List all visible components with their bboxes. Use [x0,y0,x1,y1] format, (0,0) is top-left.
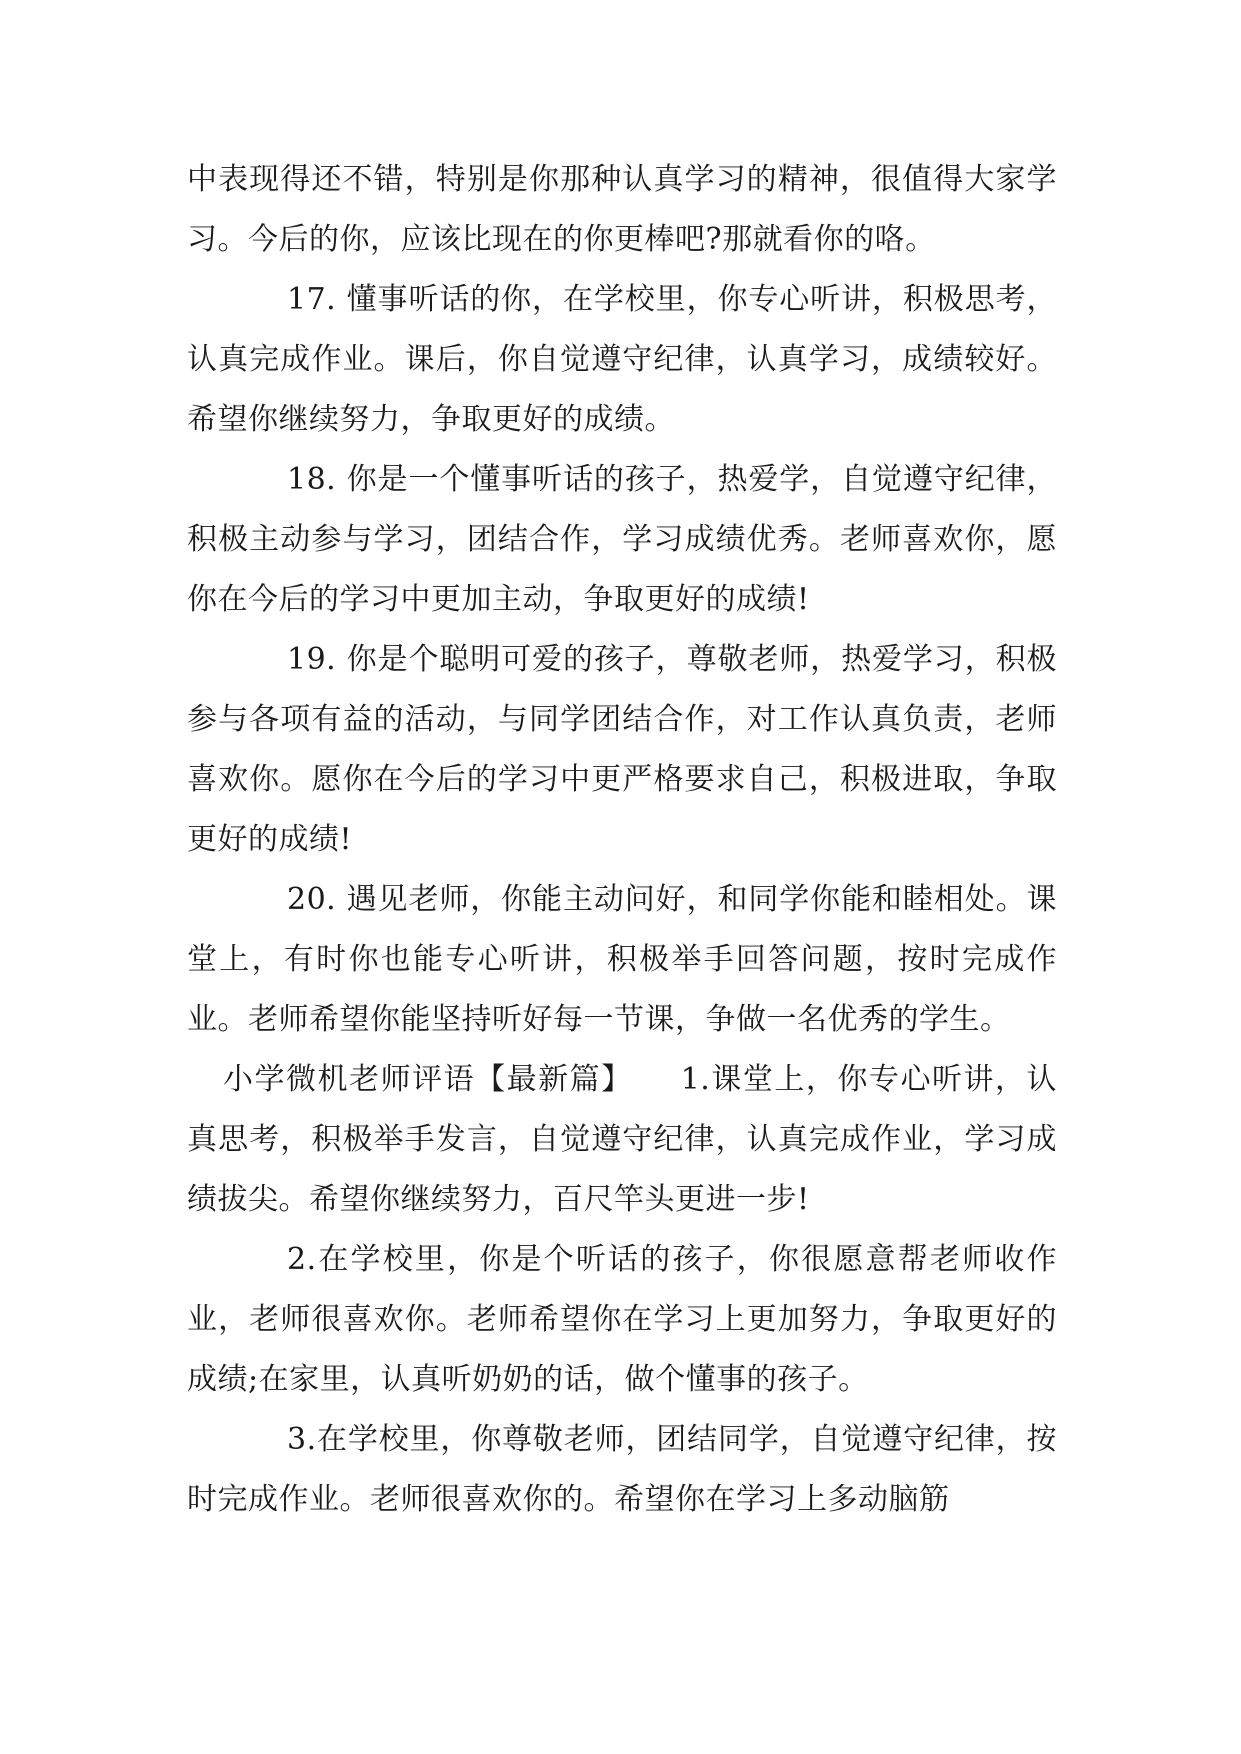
paragraph-3: 3.在学校里，你尊敬老师，团结同学，自觉遵守纪律，按时完成作业。老师很喜欢你的。希望你在学习上多动脑筋 [187,1422,1057,1517]
paragraph-continued: 中表现得还不错，特别是你那种认真学习的精神，很值得大家学习。今后的你，应该比现在的你更棒吧?那就看你的咯。 [187,162,1057,257]
paragraph-20: 20. 遇见老师，你能主动问好，和同学你能和睦相处。课堂上，有时你也能专心听讲，积极举手回答问题，按时完成作业。老师希望你能坚持听好每一节课，争做一名优秀的学生。 [187,882,1057,1037]
paragraph-17: 17. 懂事听话的你，在学校里，你专心听讲，积极思考，认真完成作业。课后，你自觉遵守纪律，认真学习，成绩较好。希望你继续努力，争取更好的成绩。 [187,282,1057,437]
paragraph-18: 18. 你是一个懂事听话的孩子，热爱学，自觉遵守纪律，积极主动参与学习，团结合作，学习成绩优秀。老师喜欢你，愿你在今后的学习中更加主动，争取更好的成绩! [187,462,1057,617]
section-heading-paragraph: 小学微机老师评语【最新篇】 1.课堂上，你专心听讲，认真思考，积极举手发言，自觉遵守纪律，认真完成作业，学习成绩拔尖。希望你继续努力，百尺竿头更进一步! [187,1062,1057,1217]
document-page [187,150,1057,1530]
paragraph-19: 19. 你是个聪明可爱的孩子，尊敬老师，热爱学习，积极参与各项有益的活动，与同学团结合作，对工作认真负责，老师喜欢你。愿你在今后的学习中更严格要求自己，积极进取，争取更好的成绩! [187,642,1057,857]
paragraph-2: 2.在学校里，你是个听话的孩子，你很愿意帮老师收作业，老师很喜欢你。老师希望你在学习上更加努力，争取更好的成绩;在家里，认真听奶奶的话，做个懂事的孩子。 [187,1242,1057,1397]
